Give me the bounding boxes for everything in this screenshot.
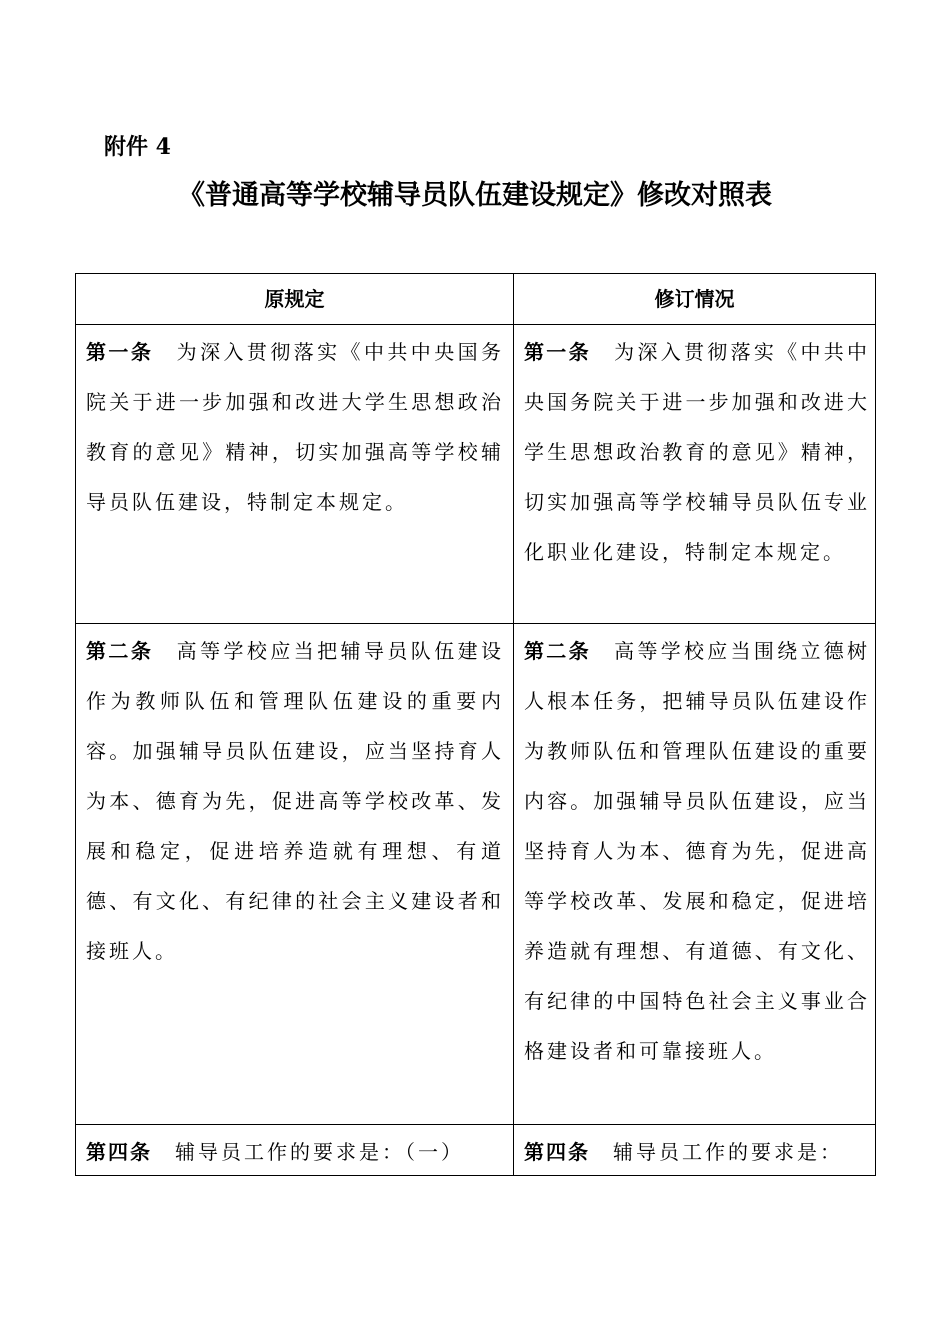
article-number: 第一条: [86, 340, 154, 364]
comparison-table: [75, 273, 876, 1176]
revised-cell: [514, 1125, 876, 1176]
article-text: 辅导员工作的要求是：: [613, 1140, 843, 1164]
article-number: 第二条: [86, 639, 154, 663]
attachment-label: 附件 4: [104, 134, 171, 160]
table-header-row: [76, 274, 876, 325]
table-row: [76, 325, 876, 624]
column-header-revised: 修订情况: [514, 274, 876, 325]
original-cell: [76, 624, 514, 1125]
article-number: 第四条: [86, 1140, 152, 1164]
article-text: 为深入贯彻落实《中共中央国务院关于进一步加强和改进大学生思想政治教育的意见》精神，切实加强高等学校辅导员队伍建设，特制定本规定。: [86, 340, 505, 514]
original-cell: [76, 1125, 514, 1176]
article-text: 高等学校应当围绕立德树人根本任务，把辅导员队伍建设作为教师队伍和管理队伍建设的重要内容。加强辅导员队伍建设，应当坚持育人为本、德育为先，促进高等学校改革、发展和稳定，促进培养造就有理想、有道德、有文化、有纪律的中国特色社会主义事业合格建设者和可靠接班人。: [524, 639, 871, 1063]
original-cell: [76, 325, 514, 624]
article-number: 第二条: [524, 639, 591, 663]
article-text: 为深入贯彻落实《中共中央国务院关于进一步加强和改进大学生思想政治教育的意见》精神，切实加强高等学校辅导员队伍专业化职业化建设，特制定本规定。: [524, 340, 871, 564]
document-title: 《普通高等学校辅导员队伍建设规定》修改对照表: [178, 180, 772, 211]
article-text: 高等学校应当把辅导员队伍建设作为教师队伍和管理队伍建设的重要内容。加强辅导员队伍建设，应当坚持育人为本、德育为先，促进高等学校改革、发展和稳定，促进培养造就有理想、有道德、有文化、有纪律的社会主义建设者和接班人。: [86, 639, 505, 963]
table-row: [76, 624, 876, 1125]
revised-cell: [514, 325, 876, 624]
column-header-original: 原规定: [76, 274, 514, 325]
table-row: [76, 1125, 876, 1176]
article-text: 辅导员工作的要求是：（一）: [175, 1140, 464, 1164]
revised-cell: [514, 624, 876, 1125]
article-number: 第四条: [524, 1140, 590, 1164]
article-number: 第一条: [524, 340, 591, 364]
